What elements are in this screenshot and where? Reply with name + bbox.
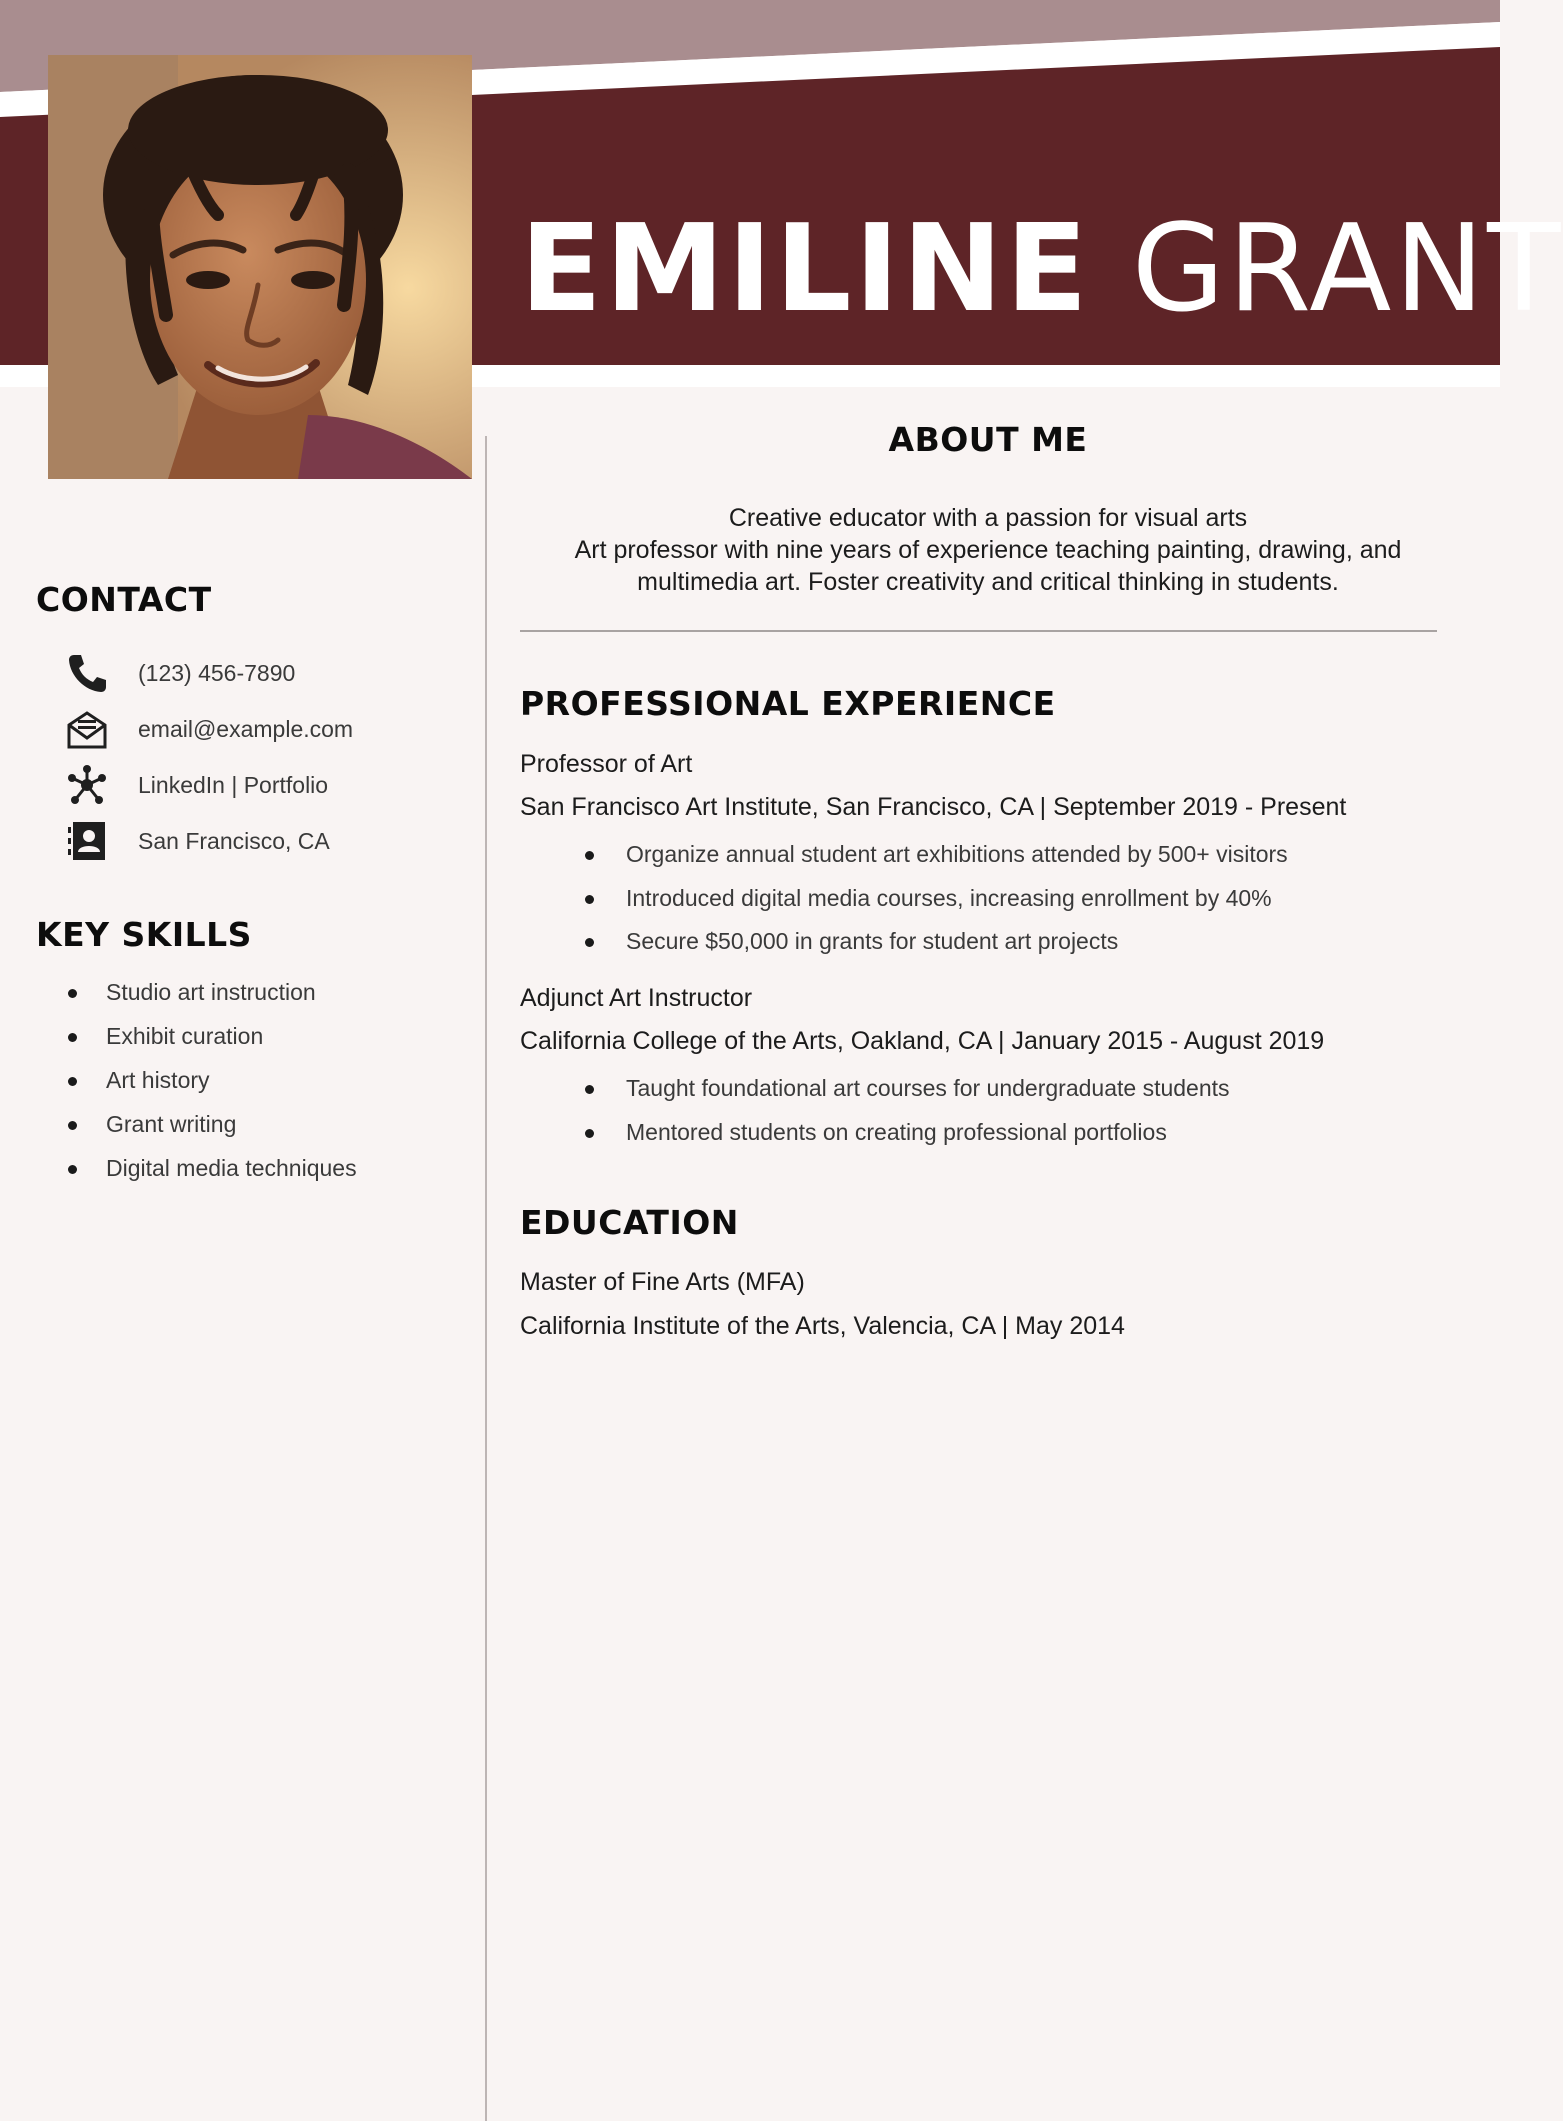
skill-item: Exhibit curation [68, 1021, 357, 1065]
job-bullets [585, 839, 1288, 970]
bullet-dot [68, 989, 77, 998]
job-bullets [585, 1073, 1230, 1160]
skill-item: Art history [68, 1065, 357, 1109]
degree-title: Master of Fine Arts (MFA) [520, 1268, 805, 1296]
bullet-dot [68, 1033, 77, 1042]
education-title: EDUCATION [520, 1203, 739, 1242]
contact-card-icon [62, 816, 112, 866]
job-bullet: Mentored students on creating professional portfolios [585, 1117, 1230, 1161]
bullet-dot [68, 1165, 77, 1174]
skill-item: Grant writing [68, 1109, 357, 1153]
portrait-illustration [48, 55, 472, 479]
bullet-dot [68, 1121, 77, 1130]
about-line: Art professor with nine years of experience teaching painting, drawing, and [574, 536, 1402, 564]
column-divider [485, 436, 487, 2121]
about-headline: Creative educator with a passion for visual arts [728, 504, 1248, 532]
contact-phone [62, 645, 462, 701]
profile-photo [48, 55, 472, 479]
skills-list [68, 977, 357, 1197]
bullet-dot [585, 1085, 594, 1094]
contact-location [62, 813, 462, 869]
contact-title: CONTACT [36, 580, 212, 619]
contact-links [62, 757, 462, 813]
about-line: multimedia art. Foster creativity and critical thinking in students. [637, 568, 1339, 596]
contact-email [62, 701, 462, 757]
job-title: Professor of Art [520, 750, 693, 778]
job-meta: San Francisco Art Institute, San Francisco, CA | September 2019 - Present [520, 793, 1347, 821]
candidate-name [520, 200, 1563, 340]
bullet-dot [68, 1077, 77, 1086]
bullet-dot [585, 938, 594, 947]
contact-phone-text: (123) 456-7890 [138, 659, 296, 686]
skills-title: KEY SKILLS [36, 915, 252, 954]
contact-list [62, 645, 462, 869]
phone-icon [62, 648, 112, 698]
about-title: ABOUT ME [888, 420, 1088, 459]
bullet-dot [585, 1129, 594, 1138]
envelope-icon [62, 704, 112, 754]
job-bullet: Secure $50,000 in grants for student art projects [585, 926, 1288, 970]
contact-links-text: LinkedIn | Portfolio [138, 771, 329, 798]
job-title: Adjunct Art Instructor [520, 984, 753, 1012]
degree-meta: California Institute of the Arts, Valencia, CA | May 2014 [520, 1312, 1125, 1340]
about-text [520, 502, 1456, 598]
bullet-dot [585, 895, 594, 904]
contact-location-text: San Francisco, CA [138, 827, 330, 854]
job-bullet: Introduced digital media courses, increasing enrollment by 40% [585, 883, 1288, 927]
bullet-dot [585, 851, 594, 860]
job-meta: California College of the Arts, Oakland, CA | January 2015 - August 2019 [520, 1027, 1325, 1055]
section-divider [520, 630, 1437, 632]
first-name: EMILINE [520, 200, 1091, 339]
experience-title: PROFESSIONAL EXPERIENCE [520, 684, 1056, 723]
job-bullet: Organize annual student art exhibitions attended by 500+ visitors [585, 839, 1288, 883]
contact-email-text: email@example.com [138, 715, 354, 742]
job-bullet: Taught foundational art courses for undergraduate students [585, 1073, 1230, 1117]
skill-item: Studio art instruction [68, 977, 357, 1021]
network-icon [62, 760, 112, 810]
skill-item: Digital media techniques [68, 1153, 357, 1197]
last-name: GRANT [1131, 200, 1563, 339]
